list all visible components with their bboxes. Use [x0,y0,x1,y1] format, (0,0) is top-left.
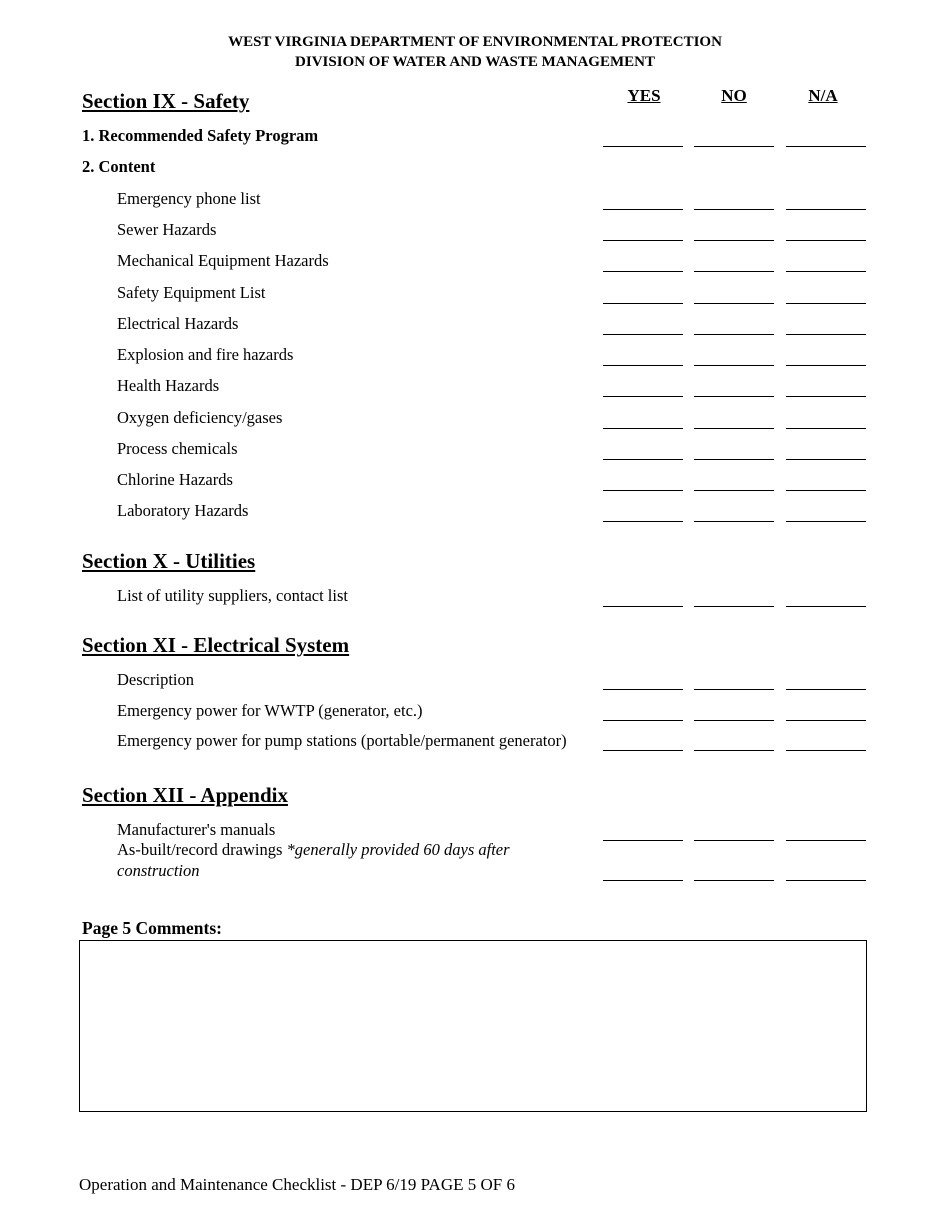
item-label: Mechanical Equipment Hazards [117,251,329,270]
section-title-electrical: Section XI - Electrical System [82,633,350,657]
page-footer: Operation and Maintenance Checklist - DEP 6/19 PAGE 5 OF 6 [79,1175,515,1194]
item-label: Emergency power for pump stations (portable/permanent generator) [117,731,567,750]
na-blank[interactable] [786,396,866,397]
yes-blank[interactable] [603,428,683,429]
column-header-no: NO [721,86,747,105]
yes-blank[interactable] [603,209,683,210]
section-title-utilities: Section X - Utilities [82,549,256,573]
na-blank[interactable] [786,521,866,522]
no-blank[interactable] [694,606,774,607]
yes-blank[interactable] [603,459,683,460]
na-blank[interactable] [786,606,866,607]
item-label: Description [117,670,194,689]
na-blank[interactable] [786,271,866,272]
na-blank[interactable] [786,334,866,335]
no-blank[interactable] [694,720,774,721]
na-blank[interactable] [786,365,866,366]
comments-box[interactable] [79,940,867,1112]
na-blank[interactable] [786,689,866,690]
yes-blank[interactable] [603,750,683,751]
yes-blank[interactable] [603,303,683,304]
item-label: Emergency phone list [117,189,261,208]
column-header-yes: YES [627,86,661,105]
no-blank[interactable] [694,689,774,690]
item-label: 1. Recommended Safety Program [82,126,319,145]
item-label: Laboratory Hazards [117,501,249,520]
division-title: DIVISION OF WATER AND WASTE MANAGEMENT [295,54,655,70]
column-header-na: N/A [808,86,838,105]
no-blank[interactable] [694,490,774,491]
item-text: As-built/record drawings [117,840,287,859]
item-note: *generally provided 60 days after [286,840,510,859]
comments-title: Page 5 Comments: [82,918,222,938]
na-blank[interactable] [786,880,866,881]
no-blank[interactable] [694,396,774,397]
no-blank[interactable] [694,271,774,272]
yes-blank[interactable] [603,521,683,522]
yes-blank[interactable] [603,720,683,721]
no-blank[interactable] [694,521,774,522]
item-label: Explosion and fire hazards [117,345,294,364]
na-blank[interactable] [786,303,866,304]
yes-blank[interactable] [603,271,683,272]
no-blank[interactable] [694,880,774,881]
no-blank[interactable] [694,334,774,335]
no-blank[interactable] [694,428,774,429]
yes-blank[interactable] [603,840,683,841]
na-blank[interactable] [786,750,866,751]
yes-blank[interactable] [603,365,683,366]
item-note-continued: construction [117,861,200,880]
yes-blank[interactable] [603,689,683,690]
item-label: Sewer Hazards [117,220,217,239]
no-blank[interactable] [694,303,774,304]
yes-blank[interactable] [603,396,683,397]
item-label: Health Hazards [117,376,220,395]
yes-blank[interactable] [603,606,683,607]
yes-blank[interactable] [603,334,683,335]
na-blank[interactable] [786,209,866,210]
item-label: Oxygen deficiency/gases [117,408,283,427]
item-label: Electrical Hazards [117,314,239,333]
no-blank[interactable] [694,750,774,751]
agency-title: WEST VIRGINIA DEPARTMENT OF ENVIRONMENTAL PROTECTION [228,34,722,50]
yes-blank[interactable] [603,240,683,241]
section-title-appendix: Section XII - Appendix [82,783,288,807]
na-blank[interactable] [786,720,866,721]
item-label: Safety Equipment List [117,283,266,302]
no-blank[interactable] [694,240,774,241]
na-blank[interactable] [786,428,866,429]
yes-blank[interactable] [603,146,683,147]
no-blank[interactable] [694,840,774,841]
no-blank[interactable] [694,365,774,366]
item-label: Emergency power for WWTP (generator, etc.) [117,701,423,720]
na-blank[interactable] [786,240,866,241]
na-blank[interactable] [786,459,866,460]
item-label: Manufacturer's manuals [117,820,276,839]
na-blank[interactable] [786,146,866,147]
na-blank[interactable] [786,490,866,491]
na-blank[interactable] [786,840,866,841]
item-label: List of utility suppliers, contact list [117,586,348,605]
yes-blank[interactable] [603,880,683,881]
item-label [117,840,510,860]
yes-blank[interactable] [603,490,683,491]
no-blank[interactable] [694,459,774,460]
item-label: Process chemicals [117,439,238,458]
no-blank[interactable] [694,209,774,210]
no-blank[interactable] [694,146,774,147]
item-label: 2. Content [82,157,156,176]
section-title-safety: Section IX - Safety [82,89,250,113]
item-label: Chlorine Hazards [117,470,233,489]
